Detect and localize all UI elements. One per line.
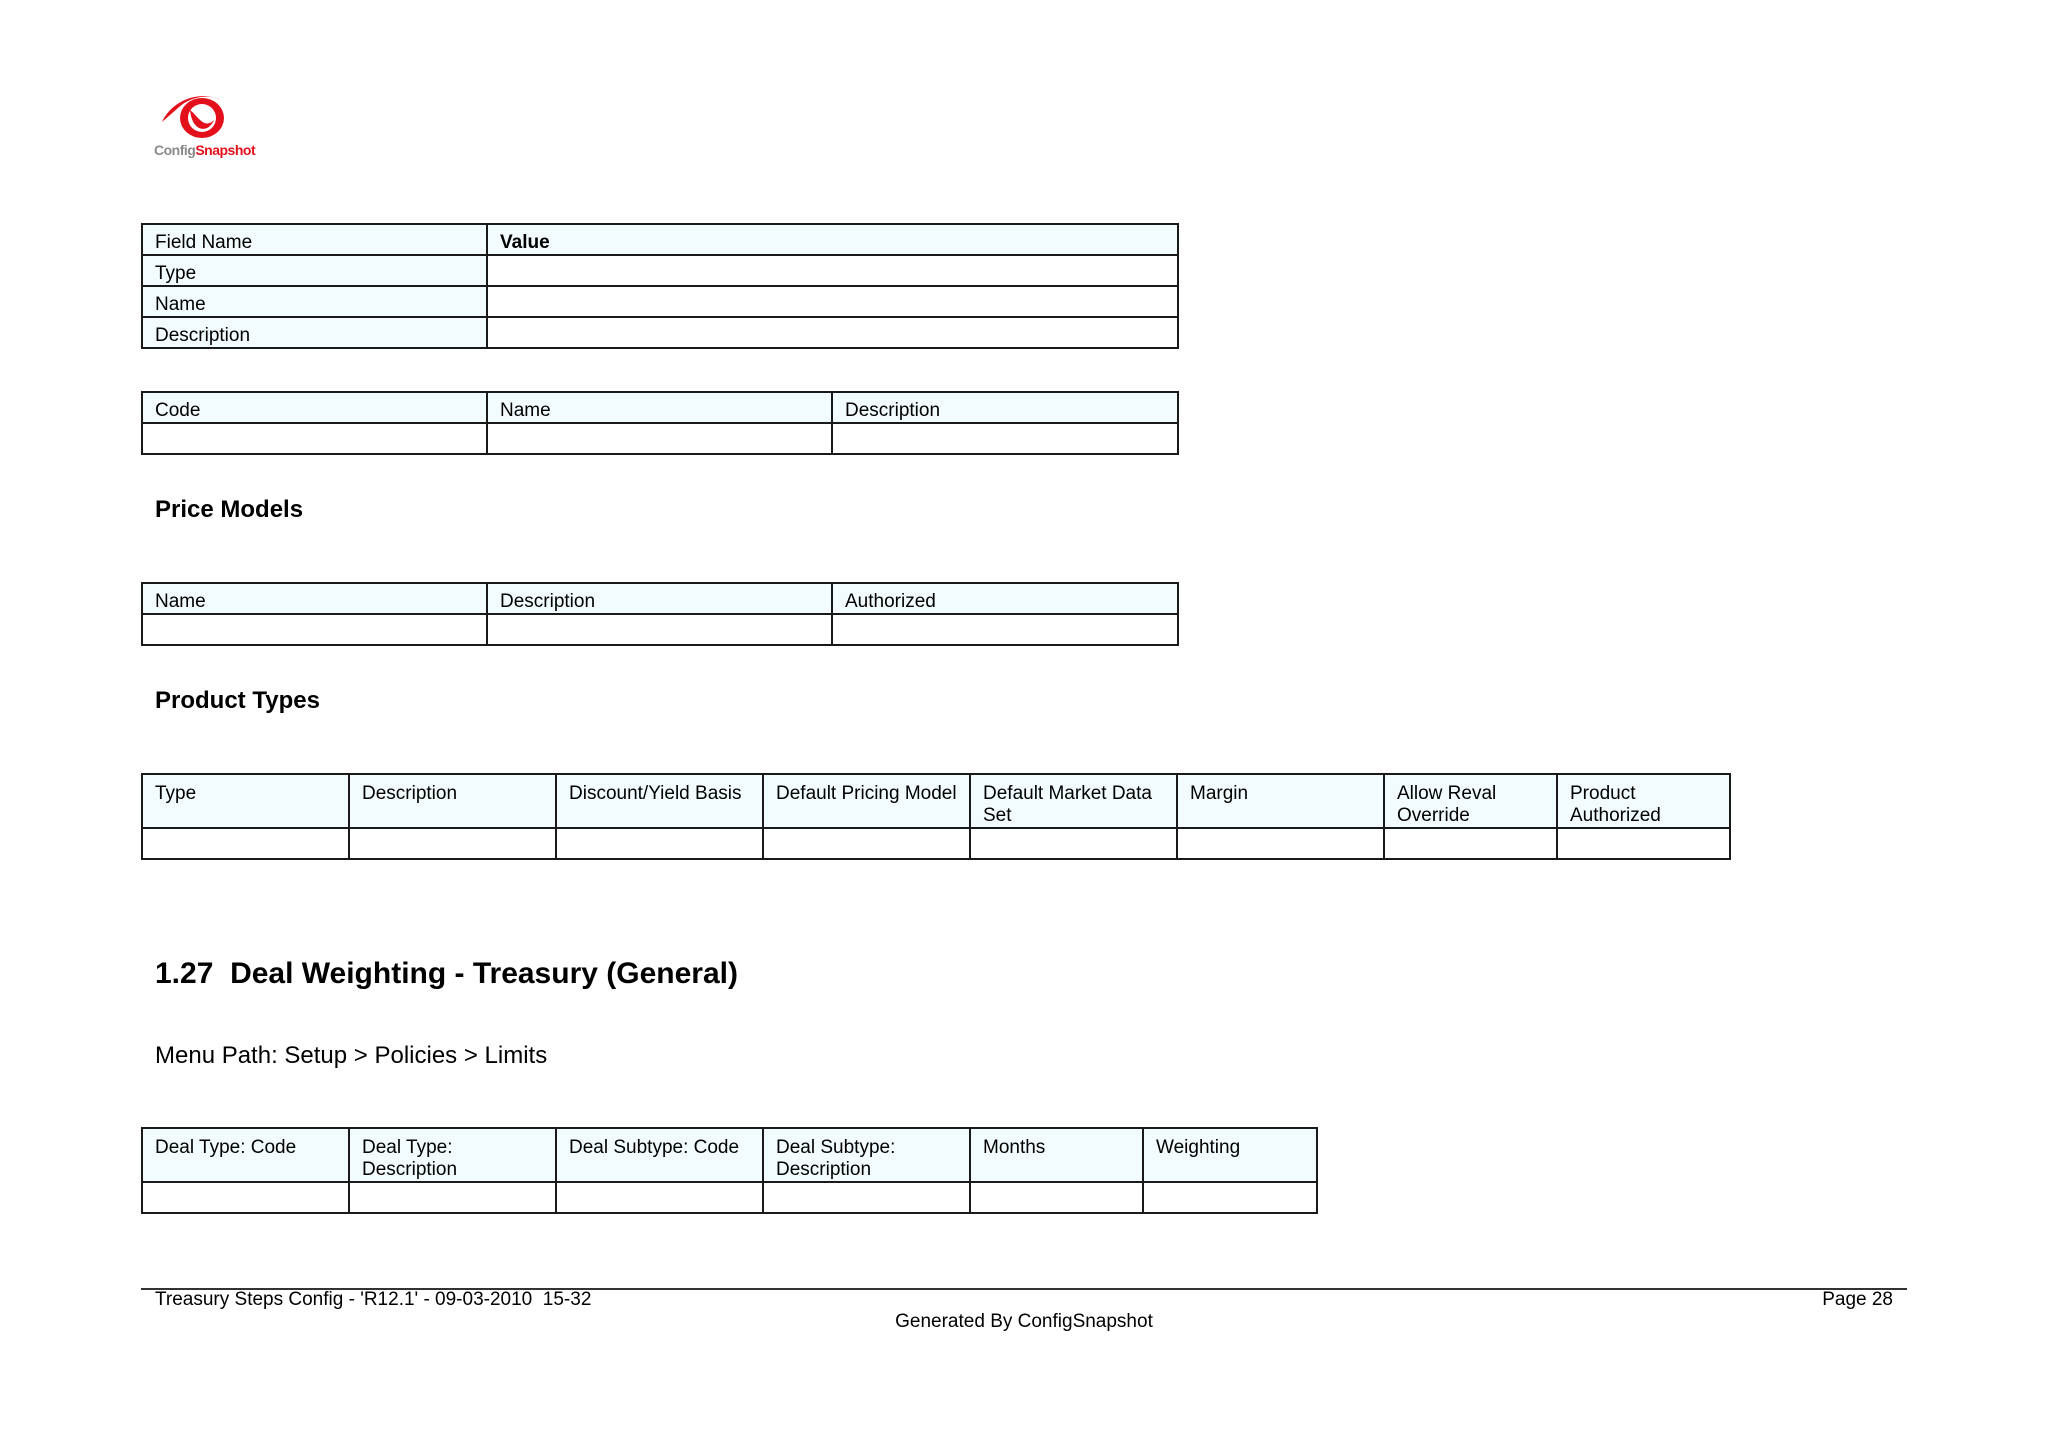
field-value	[487, 286, 1178, 317]
table-cell	[970, 828, 1177, 859]
field-value	[487, 255, 1178, 286]
eye-logo-icon	[152, 86, 248, 144]
header-product-authorized: Product Authorized	[1557, 774, 1730, 828]
table-cell	[832, 423, 1178, 454]
header-allow-reval-override: Allow Reval Override	[1384, 774, 1557, 828]
table-cell	[832, 614, 1178, 645]
header-default-pricing-model: Default Pricing Model	[763, 774, 970, 828]
table-cell	[349, 1182, 556, 1213]
field-label: Type	[142, 255, 487, 286]
footer-page-number: Page 28	[1822, 1289, 1893, 1310]
header-field-name: Field Name	[142, 224, 487, 255]
section-title: Deal Weighting - Treasury (General)	[230, 957, 738, 990]
header-months: Months	[970, 1128, 1143, 1182]
table-header-row	[142, 1128, 1317, 1182]
table-cell	[142, 1182, 349, 1213]
header-deal-subtype-description: Deal Subtype: Description	[763, 1128, 970, 1182]
menu-path: Menu Path: Setup > Policies > Limits	[155, 1042, 548, 1069]
section-heading	[155, 957, 738, 991]
table-row	[142, 614, 1178, 645]
table-cell	[142, 614, 487, 645]
config-snapshot-logo	[152, 86, 256, 162]
field-label: Name	[142, 286, 487, 317]
header-name: Name	[487, 392, 832, 423]
table-cell	[970, 1182, 1143, 1213]
table-header-row	[142, 583, 1178, 614]
header-description: Description	[832, 392, 1178, 423]
header-description: Description	[487, 583, 832, 614]
field-value	[487, 317, 1178, 348]
header-type: Type	[142, 774, 349, 828]
table-cell	[1557, 828, 1730, 859]
footer-left-text: Treasury Steps Config - 'R12.1' - 09-03-2010 15-32	[155, 1289, 592, 1310]
table-header-row	[142, 774, 1730, 828]
table-cell	[763, 1182, 970, 1213]
deal-weighting-table	[141, 1127, 1318, 1214]
header-deal-type-description: Deal Type: Description	[349, 1128, 556, 1182]
table-header-row	[142, 392, 1178, 423]
table-row	[142, 317, 1178, 348]
header-deal-type-code: Deal Type: Code	[142, 1128, 349, 1182]
footer-generated-by: Generated By ConfigSnapshot	[895, 1311, 1153, 1332]
table-cell	[556, 828, 763, 859]
table-row	[142, 1182, 1317, 1213]
header-value: Value	[487, 224, 1178, 255]
table-cell	[142, 828, 349, 859]
table-cell	[142, 423, 487, 454]
header-description: Description	[349, 774, 556, 828]
table-cell	[349, 828, 556, 859]
header-default-market-data-set: Default Market Data Set	[970, 774, 1177, 828]
price-models-table	[141, 582, 1179, 646]
header-margin: Margin	[1177, 774, 1384, 828]
table-cell	[763, 828, 970, 859]
table-row	[142, 286, 1178, 317]
table-header-row	[142, 224, 1178, 255]
logo-text	[154, 142, 255, 158]
product-types-title: Product Types	[155, 687, 320, 714]
table-row	[142, 828, 1730, 859]
table-cell	[556, 1182, 763, 1213]
field-value-table	[141, 223, 1179, 349]
section-number: 1.27	[155, 957, 214, 990]
table-row	[142, 255, 1178, 286]
logo-word-config: Config	[154, 142, 196, 158]
header-name: Name	[142, 583, 487, 614]
table-cell	[487, 614, 832, 645]
logo-word-snapshot: Snapshot	[195, 142, 256, 158]
table-cell	[1143, 1182, 1317, 1213]
header-discount-yield-basis: Discount/Yield Basis	[556, 774, 763, 828]
header-deal-subtype-code: Deal Subtype: Code	[556, 1128, 763, 1182]
price-models-title: Price Models	[155, 496, 304, 523]
table-cell	[487, 423, 832, 454]
header-weighting: Weighting	[1143, 1128, 1317, 1182]
product-types-table	[141, 773, 1731, 860]
field-label: Description	[142, 317, 487, 348]
table-cell	[1177, 828, 1384, 859]
header-authorized: Authorized	[832, 583, 1178, 614]
header-code: Code	[142, 392, 487, 423]
code-name-table	[141, 391, 1179, 455]
table-cell	[1384, 828, 1557, 859]
table-row	[142, 423, 1178, 454]
